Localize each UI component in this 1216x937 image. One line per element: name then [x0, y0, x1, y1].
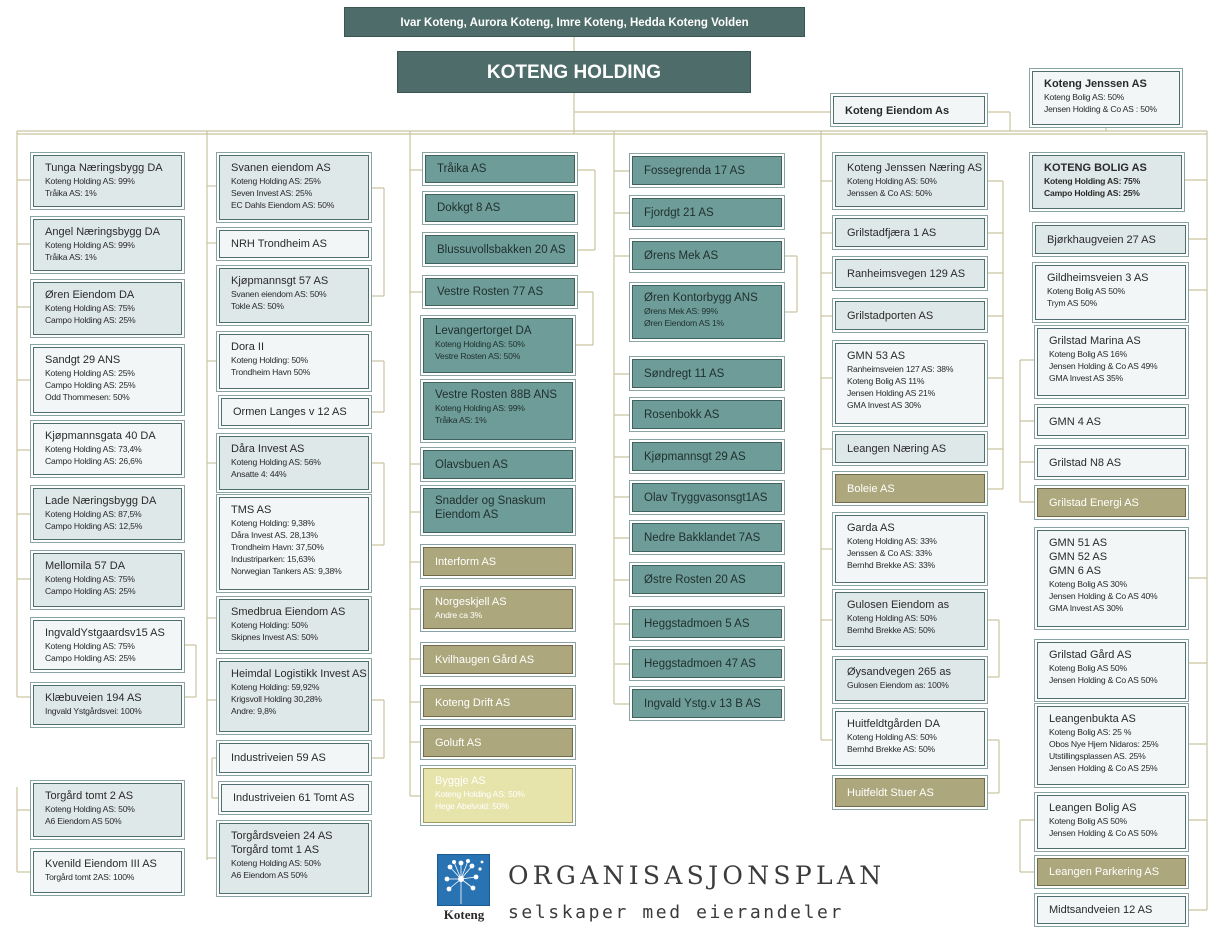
ownership-line: Koteng Holding AS: 50%	[847, 732, 937, 742]
company-name: Huitfeldt Stuer AS	[847, 786, 934, 799]
company-box-gmn-53-as	[835, 343, 985, 424]
ownership-line: Koteng Holding AS: 50%	[435, 789, 525, 799]
ownership-line: Jensen Holding & Co AS 50%	[1049, 675, 1158, 685]
ownership-line: Odd Thommesen: 50%	[45, 392, 130, 402]
ownership-line: Koteng Bolig AS 50%	[1049, 663, 1127, 673]
company-box-grilstad-n8-as	[1037, 448, 1186, 477]
company-name: Kvenild Eiendom III AS	[45, 858, 157, 870]
company-name: Leangenbukta AS	[1049, 713, 1136, 725]
company-box-levangertorget-da	[423, 318, 573, 373]
company-name: Interform AS	[435, 555, 497, 568]
company-name: Midtsandveien 12 AS	[1049, 904, 1153, 916]
company-box-grilstadporten-as	[835, 301, 985, 330]
company-box-fossegrenda-17-as	[632, 156, 782, 185]
company-name: Torgårdsveien 24 AS	[231, 830, 333, 842]
company-name: Torgård tomt 1 AS	[231, 844, 320, 856]
company-name: Olavsbuen AS	[435, 458, 508, 471]
company-box-s-ndregt-11-as	[632, 359, 782, 388]
ownership-line: Koteng Bolig AS 11%	[847, 376, 925, 386]
company-box-torg-rd-tomt-2-as	[33, 783, 182, 837]
ownership-line: Tråika AS: 1%	[45, 188, 97, 198]
company-box-ormen-langes-v-12-as	[221, 398, 369, 426]
company-name: Fjordgt 21 AS	[644, 206, 714, 219]
ownership-line: Jenssen & Co AS: 33%	[847, 548, 932, 558]
ownership-line: Øren Eiendom AS 1%	[644, 318, 724, 328]
company-box-blussuvollsbakken-20-as	[425, 235, 575, 264]
company-box-gildheimsveien-3-as	[1035, 265, 1186, 320]
ownership-line: Ranheimsveien 127 AS: 38%	[847, 364, 954, 374]
company-box-tunga-n-ringsbygg-da	[33, 155, 182, 207]
company-box-dora-ii	[219, 334, 369, 389]
company-name: Heggstadmoen 47 AS	[644, 657, 756, 670]
ownership-line: A6 Eiendom AS 50%	[45, 816, 122, 826]
company-box-vestre-rosten-77-as	[425, 278, 575, 306]
company-box-huitfeldt-stuer-as	[835, 778, 985, 807]
company-name: Boleie AS	[847, 482, 895, 495]
company-name: Vestre Rosten 77 AS	[437, 286, 544, 298]
company-box-industriveien-59-as	[219, 743, 369, 773]
company-name: GMN 52 AS	[1049, 551, 1108, 563]
ownership-line: Koteng Holding AS: 25%	[231, 176, 321, 186]
ownership-line: Andre ca 3%	[435, 610, 483, 620]
ownership-line: EC Dahls Eiendom AS: 50%	[231, 200, 335, 210]
ownership-line: Koteng Holding AS: 73,4%	[45, 444, 142, 454]
company-box-leangen-bolig-as	[1037, 795, 1186, 849]
company-box-angel-n-ringsbygg-da	[33, 219, 182, 271]
ownership-line: Ansatte 4: 44%	[231, 469, 287, 479]
ownership-line: Tråika AS: 1%	[435, 415, 487, 425]
ownership-line: Campo Holding AS: 25%	[45, 653, 136, 663]
company-box-rens-mek-as	[632, 241, 782, 270]
koteng-jenssen-box: Koteng Jenssen AS Koteng Bolig AS: 50% Jensen Holding & Co AS : 50%	[1032, 71, 1180, 125]
company-name: Kjøpmannsgata 40 DA	[45, 430, 156, 442]
ownership-line: Koteng Holding AS: 99%	[45, 240, 135, 250]
company-name: Snadder og Snaskum	[435, 495, 546, 507]
company-box-industriveien-61-tomt-as	[221, 784, 369, 812]
company-box-kj-pmannsgt-57-as	[219, 268, 369, 323]
company-name: GMN 4 AS	[1049, 415, 1101, 428]
ownership-line: Bernhd Brekke AS: 33%	[847, 560, 935, 570]
company-name: Dora II	[231, 341, 265, 353]
company-name: Fossegrenda 17 AS	[644, 164, 746, 177]
ownership-line: Vestre Rosten AS: 50%	[435, 351, 521, 361]
ownership-line: Jensen Holding & Co AS 49%	[1049, 361, 1158, 371]
ownership-line: Koteng Bolig AS 30%	[1049, 579, 1127, 589]
company-name: Gulosen Eiendom as	[847, 599, 950, 611]
company-name: Mellomila 57 DA	[45, 560, 126, 572]
ownership-line: Trym AS 50%	[1047, 298, 1098, 308]
company-name: Ingvald Ystg.v 13 B AS	[644, 697, 761, 710]
company-box-ren-eiendom-da	[33, 282, 182, 335]
ownership-line: Campo Holding AS: 25%	[45, 586, 136, 596]
company-name: Tunga Næringsbygg DA	[45, 162, 163, 174]
company-box-d-ra-invest-as	[219, 436, 369, 490]
ownership-line: Jensen Holding & Co AS 25%	[1049, 763, 1158, 773]
ownership-line: Jensen Holding & Co AS 50%	[1049, 828, 1158, 838]
company-name: Dokkgt 8 AS	[437, 202, 501, 214]
ownership-line: Skipnes Invest AS: 50%	[231, 632, 318, 642]
company-name: Leangen Næring AS	[847, 442, 947, 455]
company-box-gmn-4-as	[1037, 407, 1186, 436]
ownership-line: Ørens Mek AS: 99%	[644, 306, 718, 316]
ownership-line: Campo Holding AS: 25%	[45, 315, 136, 325]
ownership-line: Campo Holding AS: 26,6%	[45, 456, 143, 466]
company-name: TMS AS	[231, 504, 272, 516]
dandelion-logo-icon	[437, 854, 490, 906]
company-box-ingvaldystgaardsv15-as	[33, 620, 182, 670]
company-box-kj-pmannsgt-29-as	[632, 442, 782, 471]
company-name: Kjøpmannsgt 29 AS	[644, 450, 746, 463]
ownership-line: Koteng Holding: 59,92%	[231, 682, 320, 692]
company-box-bj-rkhaugveien-27-as	[1035, 225, 1186, 254]
company-box-snadder-og-snaskum	[423, 488, 573, 533]
ownership-line: Koteng Bolig AS 50%	[1047, 286, 1125, 296]
company-box-leangen-n-ring-as	[835, 434, 985, 463]
company-name: Vestre Rosten 88B ANS	[435, 389, 558, 401]
koteng-eiendom-box: Koteng Eiendom As	[833, 96, 985, 124]
ownership-line: Bernhd Brekke AS: 50%	[847, 744, 935, 754]
company-box-kj-pmannsgata-40-da	[33, 423, 182, 475]
company-name: GMN 53 AS	[847, 350, 906, 362]
ownership-line: Koteng Holding AS: 25%	[45, 368, 135, 378]
company-name: Torgård tomt 2 AS	[45, 790, 134, 802]
company-name: Huitfeldtgården DA	[847, 718, 940, 730]
company-name: Tråika AS	[437, 163, 487, 175]
ownership-line: Andre: 9,8%	[231, 706, 277, 716]
company-name: KOTENG BOLIG AS	[1044, 162, 1147, 174]
company-box-smedbrua-eiendom-as	[219, 599, 369, 651]
logo-label: Koteng	[443, 907, 485, 922]
company-box-torg-rdsveien-24-as	[219, 823, 369, 894]
ownership-line: Koteng Holding: 50%	[231, 620, 308, 630]
company-name: Øren Kontorbygg ANS	[644, 292, 758, 304]
ownership-line: Campo Holding AS: 25%	[1044, 188, 1140, 198]
ownership-line: Koteng Bolig AS: 25 %	[1049, 727, 1132, 737]
company-box-heimdal-logistikk-invest-as	[219, 661, 369, 732]
ownership-line: Jensen Holding & Co AS 40%	[1049, 591, 1158, 601]
company-box-vestre-rosten-88b-ans	[423, 382, 573, 440]
company-name: Industriveien 59 AS	[231, 752, 326, 764]
company-name: Rosenbokk AS	[644, 408, 720, 421]
company-box-norgeskjell-as	[423, 589, 573, 629]
company-box-garda-as	[835, 515, 985, 583]
company-name: Kvilhaugen Gård AS	[435, 653, 535, 666]
company-box-tms-as	[219, 497, 369, 590]
ownership-line: Koteng Holding: 9,38%	[231, 518, 315, 528]
company-name: Grilstadfjæra 1 AS	[847, 226, 937, 239]
company-name: Leangen Bolig AS	[1049, 802, 1137, 814]
ownership-line: Dåra Invest AS. 28,13%	[231, 530, 318, 540]
company-box-nrh-trondheim-as	[219, 230, 369, 258]
company-name: Øren Eiendom DA	[45, 289, 135, 301]
company-box-midtsandveien-12-as	[1037, 896, 1186, 924]
ownership-line: Koteng Holding AS: 50%	[231, 858, 321, 868]
company-name: Grilstad Marina AS	[1049, 335, 1141, 347]
company-name: Grilstadporten AS	[847, 309, 934, 322]
company-box-byggje-as	[423, 768, 573, 823]
ownership-line: Norwegian Tankers AS: 9,38%	[231, 566, 342, 576]
ownership-line: Koteng Holding AS: 50%	[847, 176, 937, 186]
company-name: Gildheimsveien 3 AS	[1047, 272, 1149, 284]
company-name: Blussuvollsbakken 20 AS	[437, 243, 566, 256]
company-box-ysandvegen-265-as	[835, 659, 985, 701]
company-box-svanen-eiendom-as	[219, 155, 369, 220]
company-name: Heggstadmoen 5 AS	[644, 617, 750, 630]
company-box-koteng-bolig-as	[1032, 155, 1182, 209]
ownership-line: Koteng Bolig AS 50%	[1049, 816, 1127, 826]
ownership-line: Jensen Holding AS 21%	[847, 388, 936, 398]
company-box-lade-n-ringsbygg-da	[33, 488, 182, 540]
company-name: Koteng Jenssen Næring AS	[847, 162, 983, 174]
owners-box: Ivar Koteng, Aurora Koteng, Imre Koteng, Hedda Koteng Volden	[344, 7, 805, 37]
ownership-line: Gulosen Eiendom as: 100%	[847, 680, 949, 690]
ownership-line: Koteng Holding AS: 75%	[45, 574, 135, 584]
ownership-line: Koteng Holding AS: 87,5%	[45, 509, 142, 519]
ownership-line: GMA Invest AS 30%	[1049, 603, 1123, 613]
ownership-line: Trondheim Havn 50%	[231, 367, 311, 377]
company-box-gmn-51-as	[1037, 530, 1186, 627]
company-name: Eiendom AS	[435, 509, 499, 521]
company-name: Ørens Mek AS	[644, 249, 719, 262]
company-name: Bjørkhaugveien 27 AS	[1047, 233, 1156, 246]
company-name: Industriveien 61 Tomt AS	[233, 792, 355, 804]
company-name: Øysandvegen 265 as	[847, 666, 951, 678]
ownership-line: Campo Holding AS: 12,5%	[45, 521, 143, 531]
company-box-kl-buveien-194-as	[33, 685, 182, 725]
chart-title: ORGANISASJONSPLAN	[508, 861, 886, 890]
ownership-line: Koteng Holding AS: 50%	[45, 804, 135, 814]
company-box-interform-as	[423, 547, 573, 576]
company-box-grilstad-g-rd-as	[1037, 642, 1186, 699]
ownership-line: Jenssen & Co AS: 50%	[847, 188, 932, 198]
company-name: Lade Næringsbygg DA	[45, 495, 157, 507]
ownership-line: A6 Eiendom AS 50%	[231, 870, 308, 880]
company-box-olav-tryggvasonsgt1as	[632, 483, 782, 512]
company-box-boleie-as	[835, 474, 985, 503]
company-box-mellomila-57-da	[33, 553, 182, 607]
company-box-heggstadmoen-5-as	[632, 609, 782, 638]
company-box-nedre-bakklandet-7as	[632, 523, 782, 552]
ownership-line: Tokle AS: 50%	[231, 301, 284, 311]
company-name: Leangen Parkering AS	[1049, 866, 1160, 878]
company-name: Levangertorget DA	[435, 325, 532, 337]
company-name: Olav Tryggvasonsgt1AS	[644, 491, 768, 504]
company-name: Grilstad N8 AS	[1049, 456, 1122, 469]
company-box-stre-rosten-20-as	[632, 565, 782, 594]
ownership-line: Torgård tomt 2AS: 100%	[45, 872, 135, 882]
company-name: Nedre Bakklandet 7AS	[644, 531, 761, 544]
company-box-olavsbuen-as	[423, 450, 573, 479]
company-name: Grilstad Energi AS	[1049, 496, 1139, 509]
company-name: Østre Rosten 20 AS	[644, 573, 746, 586]
company-box-leangenbukta-as	[1037, 706, 1186, 785]
company-name: Koteng Drift AS	[435, 696, 511, 709]
company-box-grilstad-marina-as	[1037, 328, 1186, 396]
company-box-huitfeldtg-rden-da	[835, 711, 985, 766]
company-box-ingvald-ystg-v-13-b-as	[632, 689, 782, 718]
ownership-line: Koteng Holding AS: 75%	[45, 641, 135, 651]
company-name: Klæbuveien 194 AS	[45, 692, 142, 704]
ownership-line: Koteng Holding AS: 33%	[847, 536, 937, 546]
company-name: Heimdal Logistikk Invest AS	[231, 668, 367, 680]
company-name: Goluft AS	[435, 736, 482, 749]
company-name: Ranheimsvegen 129 AS	[847, 267, 966, 280]
company-name: Smedbrua Eiendom AS	[231, 606, 346, 618]
ownership-line: Koteng Holding: 50%	[231, 355, 308, 365]
company-box-dokkgt-8-as	[425, 194, 575, 222]
company-box-koteng-drift-as	[423, 688, 573, 717]
company-name: Sandgt 29 ANS	[45, 354, 121, 366]
company-name: Norgeskjell AS	[435, 596, 507, 608]
ownership-line: Tråika AS: 1%	[45, 252, 97, 262]
company-name: GMN 6 AS	[1049, 565, 1101, 577]
ownership-line: Koteng Holding AS: 99%	[45, 176, 135, 186]
ownership-line: Koteng Holding AS: 50%	[435, 339, 525, 349]
ownership-line: Koteng Holding AS: 75%	[45, 303, 135, 313]
company-name: Søndregt 11 AS	[644, 367, 725, 380]
company-name: Grilstad Gård AS	[1049, 649, 1132, 661]
company-name: GMN 51 AS	[1049, 537, 1108, 549]
company-box-heggstadmoen-47-as	[632, 649, 782, 678]
ownership-line: Koteng Holding AS: 75%	[1044, 176, 1141, 186]
company-name: Dåra Invest AS	[231, 443, 305, 455]
ownership-line: Svanen eiendom AS: 50%	[231, 289, 327, 299]
company-box-rosenbokk-as	[632, 400, 782, 429]
ownership-line: Trondheim Havn: 37,50%	[231, 542, 324, 552]
company-name: IngvaldYstgaardsv15 AS	[45, 627, 165, 639]
company-box-goluft-as	[423, 728, 573, 757]
ownership-line: Industriparken: 15,63%	[231, 554, 315, 564]
company-name: NRH Trondheim AS	[231, 238, 327, 250]
ownership-line: GMA Invest AS 30%	[847, 400, 921, 410]
koteng-holding-box: KOTENG HOLDING	[397, 51, 751, 93]
ownership-line: Utstillingsplassen AS. 25%	[1049, 751, 1146, 761]
ownership-line: Seven Invest AS: 25%	[231, 188, 313, 198]
ownership-line: Obos Nye Hjem Nidaros: 25%	[1049, 739, 1159, 749]
ownership-line: Ingvald Ystgårdsvei: 100%	[45, 706, 142, 716]
ownership-line: Koteng Bolig AS 16%	[1049, 349, 1127, 359]
company-box-grilstad-energi-as	[1037, 488, 1186, 517]
company-name: Svanen eiendom AS	[231, 162, 331, 174]
company-name: Kjøpmannsgt 57 AS	[231, 275, 329, 287]
company-box-leangen-parkering-as	[1037, 858, 1186, 886]
company-name: Byggje AS	[435, 775, 486, 787]
company-box-sandgt-29-ans	[33, 347, 182, 413]
company-box-koteng-jenssen-n-ring-as	[835, 155, 985, 207]
company-name: Ormen Langes v 12 AS	[233, 406, 347, 418]
ownership-line: Koteng Holding AS: 50%	[847, 613, 937, 623]
ownership-line: GMA Invest AS 35%	[1049, 373, 1123, 383]
company-box-tr-ika-as	[425, 155, 575, 183]
company-box-gulosen-eiendom-as	[835, 592, 985, 647]
ownership-line: Koteng Holding AS: 99%	[435, 403, 525, 413]
chart-subtitle: selskaper med eierandeler	[508, 902, 844, 923]
ownership-line: Campo Holding AS: 25%	[45, 380, 136, 390]
company-name: Angel Næringsbygg DA	[45, 226, 160, 238]
ownership-line: Bernhd Brekke AS: 50%	[847, 625, 935, 635]
company-box-grilstadfj-ra-1-as	[835, 218, 985, 247]
company-name: Garda AS	[847, 522, 895, 534]
company-box-fjordgt-21-as	[632, 198, 782, 227]
company-box-ren-kontorbygg-ans	[632, 285, 782, 339]
company-box-ranheimsvegen-129-as	[835, 259, 985, 288]
company-box-kvenild-eiendom-iii-as	[33, 851, 182, 893]
ownership-line: Hege Abelvold: 50%	[435, 801, 509, 811]
company-box-kvilhaugen-g-rd-as	[423, 645, 573, 674]
ownership-line: Koteng Holding AS: 56%	[231, 457, 321, 467]
ownership-line: Krigsvoll Holding 30,28%	[231, 694, 322, 704]
